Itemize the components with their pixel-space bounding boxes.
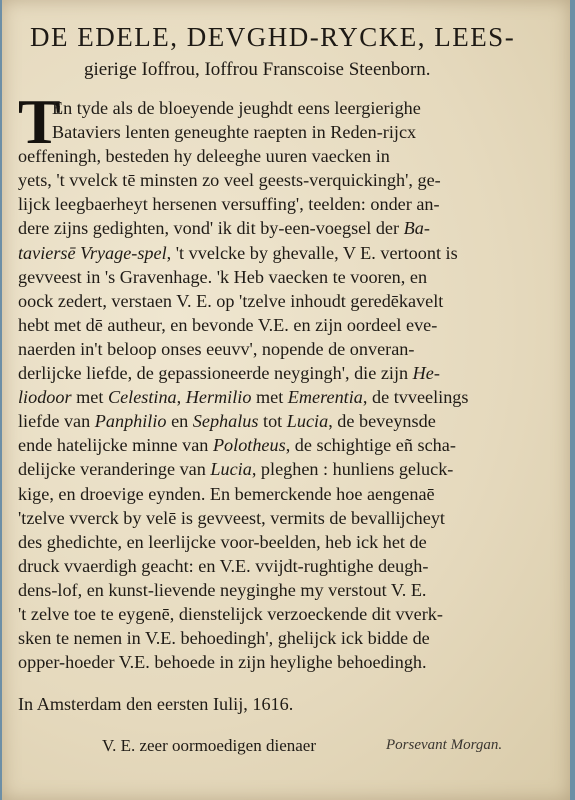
text-segment: tot bbox=[258, 411, 287, 432]
dedication-subheading: gierige Ioffrou, Ioffrou Franscoise Steenborn. bbox=[84, 59, 431, 80]
text-line bbox=[18, 409, 538, 433]
text-segment: des ghedichte, en leerlijcke voor-beelden, heb ick het de bbox=[18, 531, 427, 552]
text-segment: dere zijns gedighten, vond' ik dit by-een-voegsel der bbox=[18, 218, 404, 239]
text-segment: Sephalus bbox=[192, 411, 259, 432]
text-segment: oeffeningh, besteden hy deleeghe uuren vaecken in bbox=[18, 146, 390, 167]
text-line bbox=[18, 506, 538, 530]
text-line bbox=[18, 578, 538, 602]
text-segment: druck vvaerdigh geacht: en V.E. vvijdt-rughtighe deugh- bbox=[18, 555, 429, 576]
text-segment: Lucia bbox=[286, 411, 329, 432]
text-segment: kige, en droevige eynden. En bemerckende hoe aengenaē bbox=[18, 483, 435, 504]
text-line bbox=[18, 192, 538, 216]
text-segment: liefde van bbox=[18, 411, 95, 432]
text-segment: liodoor bbox=[18, 387, 72, 408]
text-line bbox=[18, 530, 538, 554]
text-segment: , de schightige eñ scha- bbox=[285, 435, 456, 456]
text-segment: , 't vvelcke by ghevalle, V E. vertoont is bbox=[166, 242, 458, 263]
text-segment: taviersē Vryage-spel bbox=[18, 242, 167, 263]
text-segment: Lucia bbox=[210, 459, 252, 480]
body-text bbox=[18, 86, 538, 674]
dedication-heading: DE EDELE, DEVGHD-RYCKE, LEES- bbox=[30, 22, 516, 52]
text-line bbox=[18, 289, 538, 313]
text-segment: opper-hoeder V.E. behoede in zijn heylighe behoedingh. bbox=[18, 652, 427, 673]
text-line bbox=[18, 265, 538, 289]
closing-line: In Amsterdam den eersten Iulij, 1616. bbox=[18, 694, 294, 714]
text-line bbox=[18, 120, 538, 144]
text-segment: , de beveynsde bbox=[328, 411, 436, 432]
text-line bbox=[18, 216, 538, 240]
text-segment: 't zelve toe te eygenē, dienstelijck verzoeckende dit vverk- bbox=[18, 603, 443, 624]
text-segment: Emerentia bbox=[287, 387, 363, 408]
text-segment: derlijcke liefde, de gepassioneerde neygingh', die zijn bbox=[18, 363, 413, 384]
text-segment: He- bbox=[412, 363, 440, 384]
text-segment: , de tvveelings bbox=[362, 387, 469, 408]
text-line bbox=[18, 144, 538, 168]
text-segment: , bbox=[176, 387, 186, 408]
text-line bbox=[18, 241, 538, 265]
handwritten-signature: Porsevant Morgan. bbox=[386, 737, 503, 753]
text-segment: ende hatelijcke minne van bbox=[18, 435, 213, 456]
text-segment: Celestina bbox=[107, 387, 177, 408]
text-segment: hebt met dē autheur, en bevonde V.E. en zijn oordeel eve- bbox=[18, 314, 438, 335]
text-line bbox=[18, 313, 538, 337]
text-line bbox=[18, 433, 538, 457]
text-segment: dens-lof, en kunst-lievende neyginghe my verstout V. E. bbox=[18, 579, 427, 600]
text-segment: gevveest in 's Gravenhage. 'k Heb vaecken te vooren, en bbox=[18, 266, 428, 287]
text-line bbox=[18, 168, 538, 192]
document-page bbox=[2, 0, 570, 800]
signoff: V. E. zeer oormoedigen dienaer bbox=[102, 736, 316, 755]
text-segment: met bbox=[71, 387, 108, 408]
text-segment: Hermilio bbox=[185, 387, 252, 408]
text-segment: lijck leegbaerheyt hersenen versuffing', teelden: onder an- bbox=[18, 194, 440, 215]
text-segment: yets, 't vvelck tē minsten zo veel geests-verquickingh', ge- bbox=[18, 170, 441, 191]
text-segment: naerden in't beloop onses eeuvv', nopende de onveran- bbox=[18, 338, 415, 359]
text-segment: oock zedert, verstaen V. E. op 'tzelve inhoudt geredēkavelt bbox=[18, 290, 444, 311]
text-segment: En tyde als de bloeyende jeughdt eens leergierighe bbox=[52, 98, 421, 118]
text-line bbox=[18, 96, 538, 120]
text-segment: Ba- bbox=[403, 218, 430, 239]
text-segment: sken te nemen in V.E. behoedingh', ghelijck ick bidde de bbox=[18, 628, 430, 649]
text-line bbox=[18, 554, 538, 578]
text-segment: Panphilio bbox=[94, 411, 167, 432]
text-segment: Polotheus bbox=[212, 435, 286, 456]
text-segment: 'tzelve vverck by velē is gevveest, vermits de bevallijcheyt bbox=[18, 507, 445, 528]
text-line bbox=[18, 337, 538, 361]
text-line bbox=[18, 602, 538, 626]
text-segment: , pleghen : hunliens geluck- bbox=[251, 459, 454, 480]
text-line bbox=[18, 650, 538, 674]
text-segment: en bbox=[166, 411, 193, 432]
text-segment: delijcke veranderinge van bbox=[18, 459, 211, 480]
drop-cap: T bbox=[18, 86, 61, 157]
text-line bbox=[18, 385, 538, 409]
text-line bbox=[18, 361, 538, 385]
text-line bbox=[18, 482, 538, 506]
text-line bbox=[18, 626, 538, 650]
text-segment: met bbox=[251, 387, 288, 408]
text-segment: Bataviers lenten geneughte raepten in Reden-rijcx bbox=[52, 122, 417, 143]
text-line bbox=[18, 457, 538, 481]
